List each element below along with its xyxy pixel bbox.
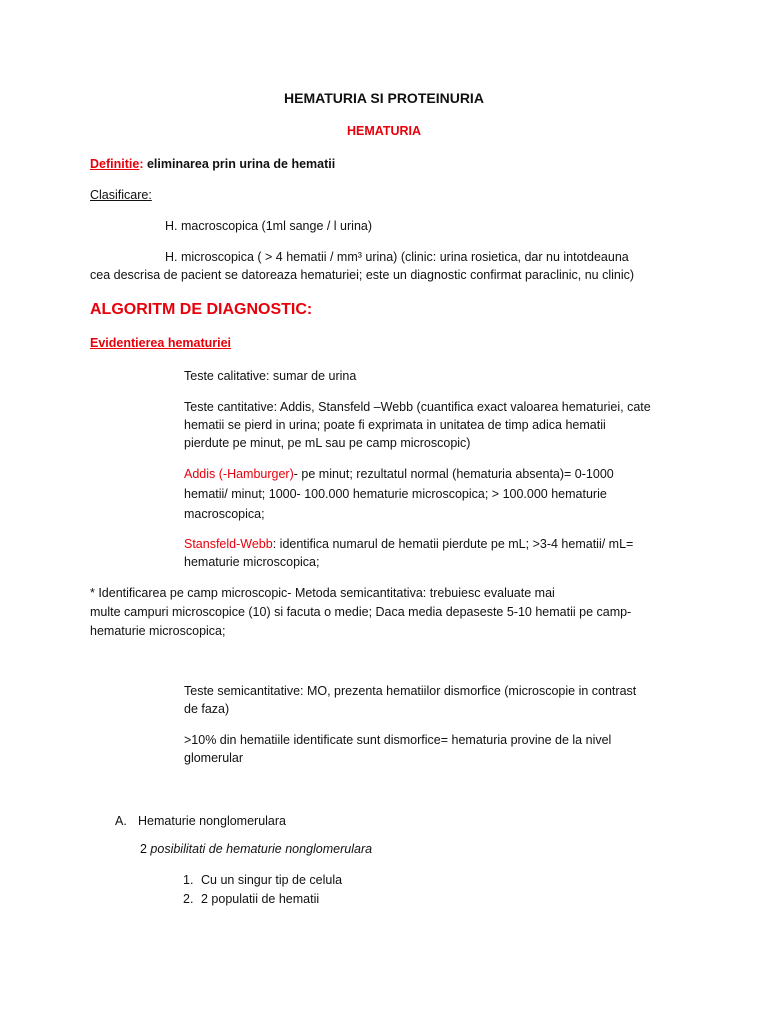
identification-line2: multe campuri microscopice (10) si facuta o medie; Daca media depaseste 5-10 hematii pe camp-	[90, 605, 632, 619]
microscopic-item-line1: H. microscopica ( > 4 hematii / mm³ urina) (clinic: urina rosietica, dar nu intotdeauna	[165, 250, 629, 264]
list-item: 2 populatii de hematii	[201, 892, 320, 906]
page-title: HEMATURIA SI PROTEINURIA	[284, 90, 484, 106]
dysmorphic-line1: >10% din hematiile identificate sunt dismorfice= hematuria provine de la nivel	[184, 733, 612, 747]
identification-line1: * Identificarea pe camp microscopic- Metoda semicantitativa: trebuiesc evaluate mai	[90, 586, 555, 600]
definition-colon: :	[139, 157, 144, 171]
microscopic-item-line2: cea descrisa de pacient se datoreaza hematuriei; este un diagnostic confirmat paraclinic, nu clinic)	[90, 268, 635, 282]
qualitative-tests: Teste calitative: sumar de urina	[184, 369, 357, 383]
addis-line3: macroscopica;	[184, 507, 265, 521]
quantitative-tests-line1: Teste cantitative: Addis, Stansfeld –Webb (cuantifica exact valoarea hematuriei, cate	[184, 400, 651, 414]
definition-text: eliminarea prin urina de hematii	[143, 157, 336, 171]
list-item-marker: 2.	[183, 892, 194, 906]
addis-label: Addis (-Hamburger)	[184, 467, 294, 481]
section-a-heading: Hematurie nonglomerulara	[138, 814, 286, 828]
classification-label: Clasificare:	[90, 188, 152, 202]
possibilities-text: posibilitati de hematurie nonglomerulara	[146, 842, 373, 856]
dysmorphic-line2: glomerular	[184, 751, 244, 765]
addis-text: - pe minut; rezultatul normal (hematuria absenta)= 0-1000	[293, 467, 614, 481]
list-item-marker: 1.	[183, 873, 194, 887]
evidence-heading: Evidentierea hematuriei	[90, 336, 232, 350]
macroscopic-item: H. macroscopica (1ml sange / l urina)	[165, 219, 373, 233]
semiquantitative-line1: Teste semicantitative: MO, prezenta hematiilor dismorfice (microscopie in contrast	[184, 684, 637, 698]
stansfeld-text: : identifica numarul de hematii pierdute pe mL; >3-4 hematii/ mL=	[272, 537, 634, 551]
addis-line2: hematii/ minut; 1000- 100.000 hematurie microscopica; > 100.000 hematurie	[184, 487, 607, 501]
section-heading-hematuria: HEMATURIA	[346, 124, 422, 138]
stansfeld-label: Stansfeld-Webb	[184, 537, 273, 551]
section-a-marker: A.	[115, 814, 127, 828]
possibilities-number: 2	[140, 842, 147, 856]
quantitative-tests-line2: hematii se pierd in urina; poate fi exprimata in unitatea de timp adica hematii	[184, 418, 606, 432]
quantitative-tests-line3: pierdute pe minut, pe mL sau pe camp microscopic)	[184, 436, 471, 450]
definition-line	[90, 155, 335, 173]
possibilities-line	[140, 840, 372, 858]
stansfeld-line2: hematurie microscopica;	[184, 555, 320, 569]
identification-line3: hematurie microscopica;	[90, 624, 226, 638]
definition-label: Definitie	[90, 157, 140, 171]
addis-line1	[184, 465, 614, 483]
semiquantitative-line2: de faza)	[184, 702, 230, 716]
algorithm-heading: ALGORITM DE DIAGNOSTIC:	[90, 301, 313, 318]
stansfeld-line1	[184, 535, 633, 553]
list-item: Cu un singur tip de celula	[201, 873, 343, 887]
